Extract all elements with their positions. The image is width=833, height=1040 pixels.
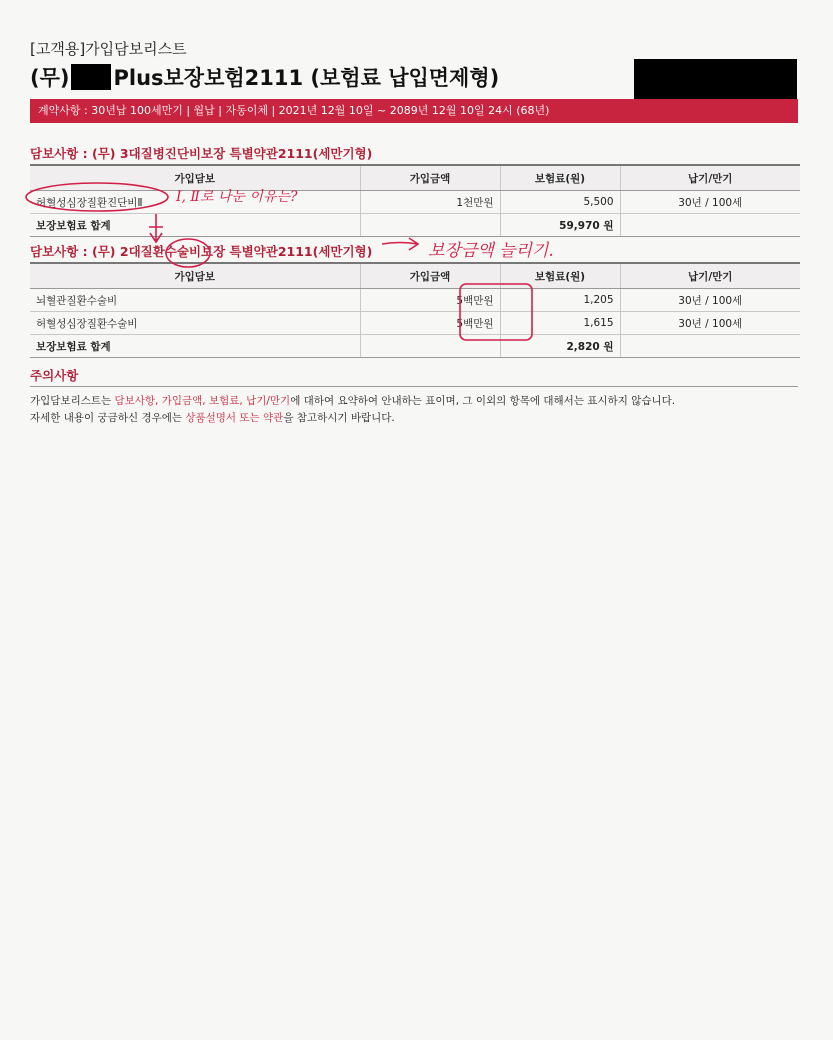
col-header-term: 납기/만기 — [620, 165, 800, 191]
pen-arrow-right — [382, 238, 418, 250]
col-header-premium: 보험료(원) — [500, 263, 620, 289]
pen-note-2: 보장금액 늘리기. — [428, 241, 554, 261]
term-cell: 30년 / 100세 — [620, 312, 800, 335]
pen-box-amounts — [460, 284, 532, 340]
total-label: 보장보험료 합계 — [30, 335, 360, 358]
pen-arrow-down — [149, 214, 163, 242]
contract-banner: 계약사항 : 30년납 100세만기 | 월납 | 자동이체 | 2021년 12월 10일 ~ 2089년 12월 10일 24시 (68년) — [30, 99, 798, 123]
col-header-coverage: 가입담보 — [30, 165, 360, 191]
col-header-premium: 보험료(원) — [500, 165, 620, 191]
total-label: 보장보험료 합계 — [30, 214, 360, 237]
notice-text: 에 대하여 요약하여 안내하는 표이며, 그 이외의 항목에 대해서는 표시하지 않습니다. — [290, 395, 676, 407]
notice-text: 을 참고하시기 바랍니다. — [283, 412, 395, 424]
title-prefix: (무) — [30, 66, 70, 90]
col-header-term: 납기/만기 — [620, 263, 800, 289]
total-value: 2,820 원 — [500, 335, 620, 358]
amount-cell: 5백만원 — [360, 312, 500, 335]
section2-label: 담보사항 : — [30, 244, 93, 259]
premium-cell: 1,615 — [500, 312, 620, 335]
section1-label: 담보사항 : — [30, 146, 93, 161]
coverage-cell: 허혈성심장질환진단비Ⅱ — [30, 191, 360, 214]
notice-title: 주의사항 — [30, 368, 79, 383]
section1-name: (무) 3대질병진단비보장 특별약관2111(세만기형) — [92, 146, 373, 161]
premium-cell: 5,500 — [500, 191, 620, 214]
document-subtitle: [고객용]가입담보리스트 — [30, 40, 187, 58]
notice-text: 가입담보리스트는 — [30, 395, 115, 407]
section2-name: (무) 2대질환수술비보장 특별약관2111(세만기형) — [92, 244, 373, 259]
premium-cell: 1,205 — [500, 289, 620, 312]
total-value: 59,970 원 — [500, 214, 620, 237]
term-cell: 30년 / 100세 — [620, 191, 800, 214]
pen-note-1: Ⅰ, Ⅱ로 나눈 이유는? — [176, 189, 298, 205]
notice-text: 자세한 내용이 궁금하신 경우에는 — [30, 412, 186, 424]
pen-circle-coverage — [26, 183, 168, 211]
coverage-cell: 뇌혈관질환수술비 — [30, 289, 360, 312]
amount-cell: 5백만원 — [360, 289, 500, 312]
notice-highlight: 상품설명서 또는 약관 — [185, 412, 284, 424]
notice-highlight: 담보사항, 가입금액, 보험료, 납기/만기 — [114, 395, 291, 407]
col-header-amount: 가입금액 — [360, 165, 500, 191]
term-cell: 30년 / 100세 — [620, 289, 800, 312]
title-product: Plus보장보험2111 (보험료 납입면제형) — [113, 66, 500, 90]
coverage-cell: 허혈성심장질환수술비 — [30, 312, 360, 335]
pen-circle-surgery — [166, 239, 210, 267]
col-header-coverage: 가입담보 — [30, 263, 360, 289]
col-header-amount: 가입금액 — [360, 263, 500, 289]
amount-cell: 1천만원 — [360, 191, 500, 214]
